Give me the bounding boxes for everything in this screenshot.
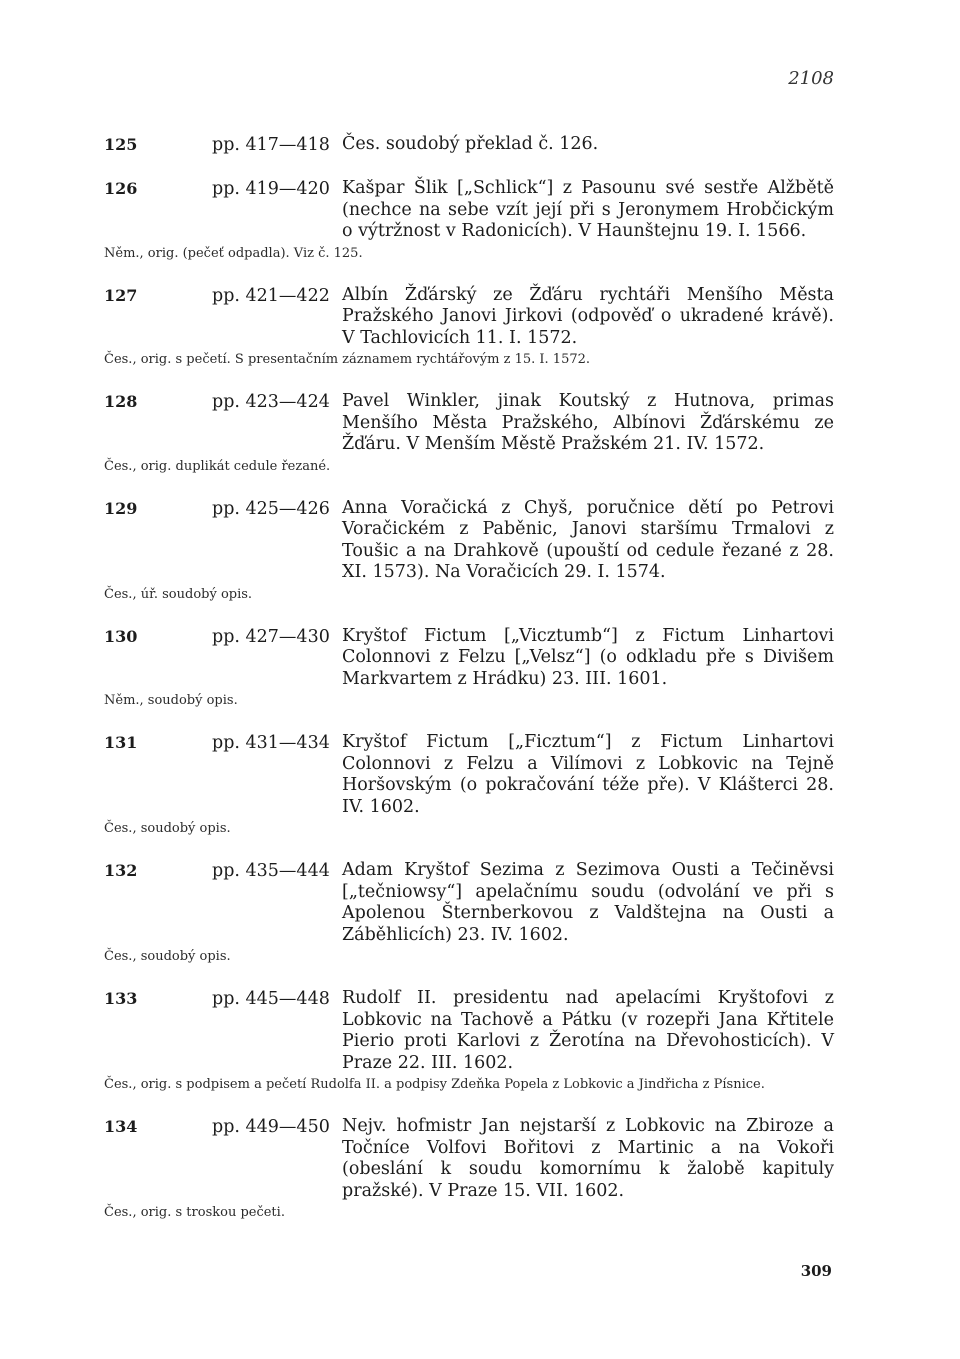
entry-125 xyxy=(104,134,834,156)
entry-number: 128 xyxy=(104,392,138,411)
entry-pages: pp. 421—422 xyxy=(212,285,330,306)
entry-pages: pp. 425—426 xyxy=(212,498,330,519)
entry-pages: pp. 431—434 xyxy=(212,733,330,753)
entry-note: Čes., orig. duplikát cedule řezané. xyxy=(104,458,331,474)
entry-number: 134 xyxy=(104,1117,138,1136)
entry-number: 125 xyxy=(104,135,138,154)
entry-130 xyxy=(104,626,834,711)
entry-text: Albín Žďárský ze Žďáru rychtáři Menšího Města Pražského Janovi Jirkovi (odpověď o ukradené krávě). V Tachlovicích 11. I. 1572. xyxy=(342,284,834,348)
entry-note: Něm., soudobý opis. xyxy=(104,693,238,708)
page-number-top: 2108 xyxy=(788,68,834,89)
entry-text: Kašpar Šlik [„Schlick“] z Pasounu své sestře Alžbětě (nechce na sebe vzít její při s Jeronymem Hrobčickým o výtržnost v Radonicích). V Haunštejnu 19. I. 1566. xyxy=(342,178,834,241)
entry-number: 132 xyxy=(104,861,138,880)
entry-pages: pp. 449—450 xyxy=(212,1117,330,1137)
entry-pages: pp. 427—430 xyxy=(212,626,330,647)
entry-pages: pp. 419—420 xyxy=(212,179,330,199)
entry-note: Čes., soudobý opis. xyxy=(104,949,231,964)
entry-126 xyxy=(104,178,834,263)
entry-pages: pp. 423—424 xyxy=(212,392,330,412)
entry-note: Čes., orig. s troskou pečeti. xyxy=(104,1205,285,1220)
entry-127 xyxy=(104,285,834,370)
entry-number: 131 xyxy=(104,733,138,752)
entry-note: Čes., úř. soudobý opis. xyxy=(104,586,253,602)
entry-text: Kryštof Fictum [„Vicztumb“] z Fictum Linhartovi Colonnovi z Felzu [„Velsz“] (o odkladu pře s Divišem Markvartem z Hrádku) 23. III. 1601. xyxy=(342,625,834,689)
entry-text: Kryštof Fictum [„Ficztum“] z Fictum Linhartovi Colonnovi z Felzu a Vilímovi z Lobkovic na Tejně Horšovským (o pokračování téže pře). V Klášterci 28. IV. 1602. xyxy=(342,732,834,817)
entry-note: Čes., orig. s pečetí. S presentačním záznamem rychtářovým z 15. I. 1572. xyxy=(104,352,591,367)
entry-pages: pp. 435—444 xyxy=(212,861,330,881)
entry-text: Pavel Winkler, jinak Koutský z Hutnova, primas Menšího Města Pražského, Albínovi Žďárskému ze Žďáru. V Menším Městě Pražském 21. IV. 1572. xyxy=(342,391,834,454)
entry-number: 130 xyxy=(104,626,138,646)
entry-132 xyxy=(104,860,834,966)
entry-list xyxy=(104,134,834,1244)
entry-pages: pp. 417—418 xyxy=(212,135,330,155)
entry-128 xyxy=(104,391,834,476)
entry-text: Čes. soudobý překlad č. 126. xyxy=(342,134,599,154)
entry-pages: pp. 445—448 xyxy=(212,989,330,1009)
entry-129 xyxy=(104,498,834,604)
entry-text: Nejv. hofmistr Jan nejstarší z Lobkovic na Zbiroze a Točníce Volfovi Bořitovi z Martinic a na Vokoři (obeslání k soudu komornímu k žalobě kapituly pražské). V Praze 15. VII. 1602. xyxy=(342,1116,834,1201)
entry-note: Čes., orig. s podpisem a pečetí Rudolfa II. a podpisy Zdeňka Popela z Lobkovic a Jindřicha z Písnice. xyxy=(104,1077,765,1092)
entry-number: 133 xyxy=(104,989,138,1008)
entry-note: Čes., soudobý opis. xyxy=(104,821,231,836)
entry-134 xyxy=(104,1116,834,1222)
entry-number: 127 xyxy=(104,285,138,305)
entry-note: Něm., orig. (pečeť odpadla). Viz č. 125. xyxy=(104,245,363,261)
entry-133 xyxy=(104,988,834,1094)
entry-text: Anna Voračická z Chyš, poručnice dětí po Petrovi Voračickém z Paběnic, Janovi staršímu Trmalovi z Toušic a na Drahkově (upouští od cedule řezané z 28. XI. 1573). Na Voračicích 29. I. 1574. xyxy=(342,497,834,582)
entry-number: 129 xyxy=(104,498,138,518)
entry-text: Rudolf II. presidentu nad apelacími Kryštofovi z Lobkovic na Tachově a Pátku (v rozepři Jana Křtitele Pierio proti Karlovi z Žerotína na Dřevohosticích). V Praze 22. III. 1602. xyxy=(342,988,834,1073)
entry-131 xyxy=(104,732,834,838)
entry-number: 126 xyxy=(104,179,138,198)
entry-text: Adam Kryštof Sezima z Sezimova Ousti a Tečiněvsi [„tečniowsy“] apelačnímu soudu (odvolání ve při s Apolenou Šternberkovou z Valdštejna na Ousti a Záběhlicích) 23. IV. 1602. xyxy=(342,860,834,945)
page-number-bottom: 309 xyxy=(800,1262,832,1280)
